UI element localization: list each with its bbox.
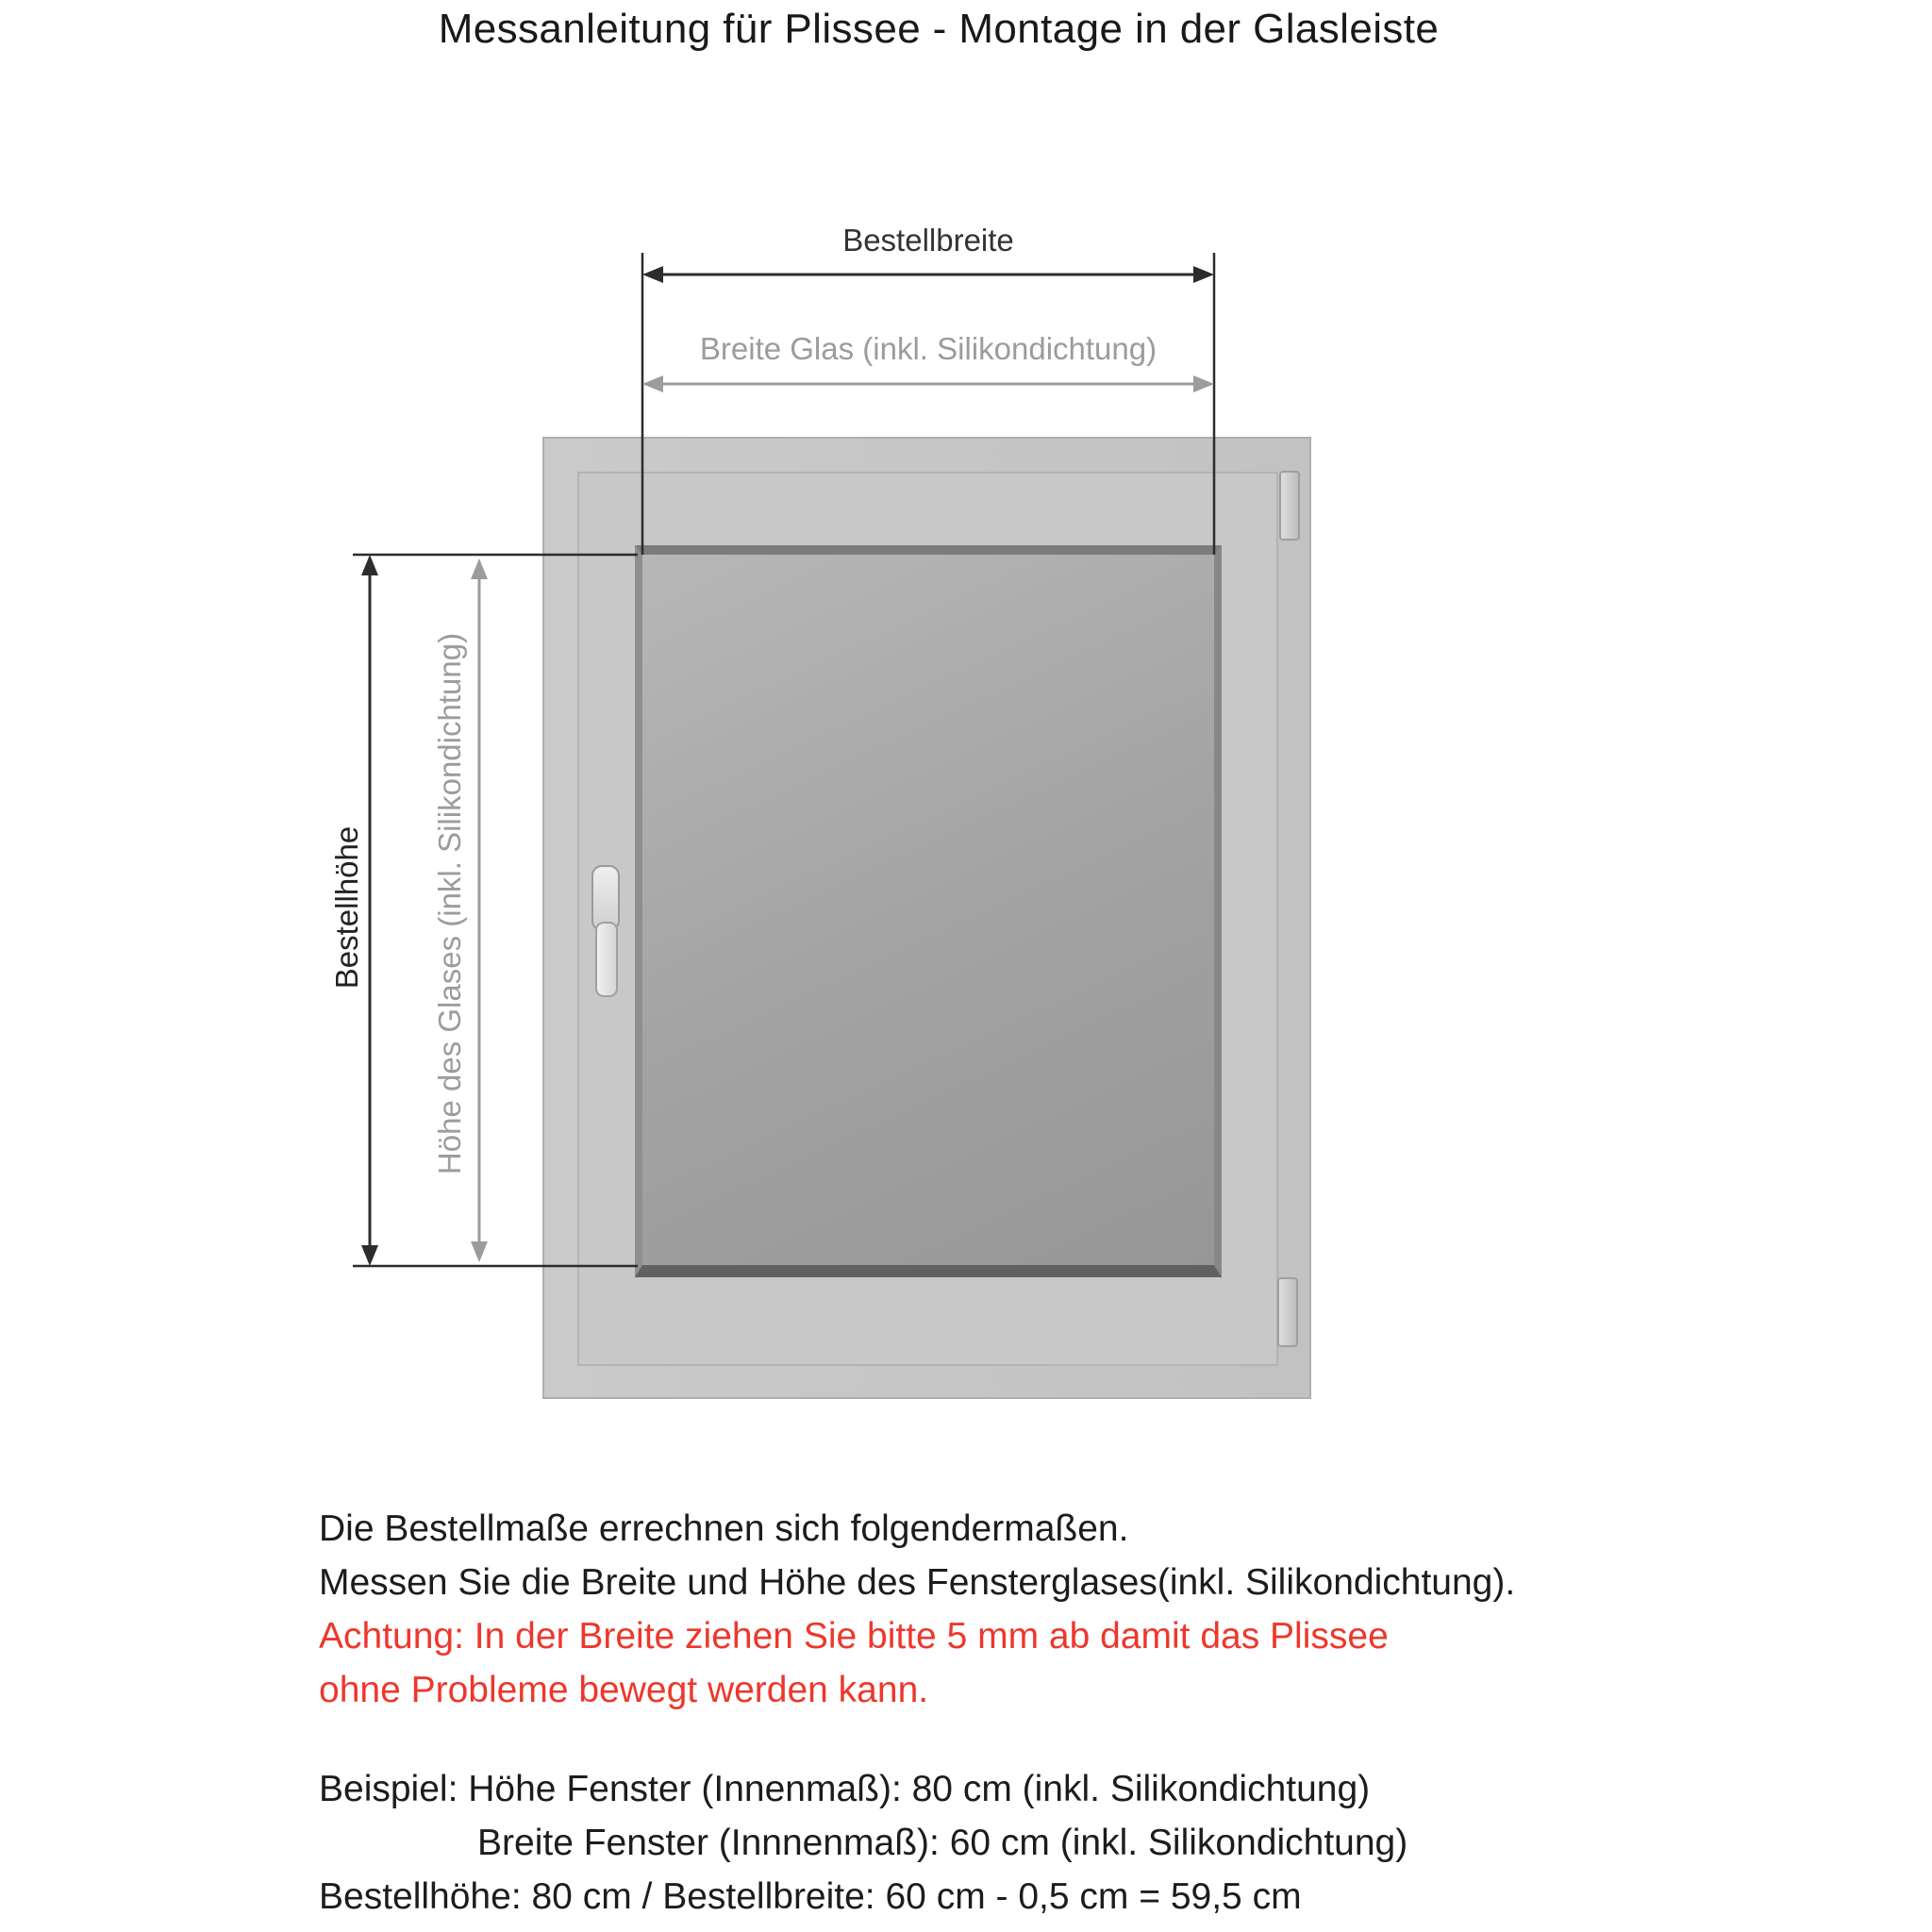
page-title: Messanleitung für Plissee - Montage in der Glasleiste — [438, 6, 1440, 52]
window-glass — [635, 545, 1222, 1277]
order-width-arrow — [642, 266, 1214, 283]
warning-line: Achtung: In der Breite ziehen Sie bitte 5 mm ab damit das Plissee — [319, 1616, 1389, 1657]
instructions-text — [319, 1502, 1847, 1924]
hinge-bottom-icon — [1277, 1277, 1298, 1347]
window-outer-frame — [542, 437, 1311, 1399]
window-handle-icon — [595, 922, 618, 997]
example-line: Beispiel: Höhe Fenster (Innenmaß): 80 cm (inkl. Silikondichtung) — [319, 1769, 1371, 1809]
hinge-top-icon — [1279, 471, 1300, 541]
spacer — [319, 1717, 1847, 1762]
order-height-label: Bestellhöhe — [329, 825, 364, 990]
glass-height-label: Höhe des Glases (inkl. Silikondichtung) — [432, 632, 467, 1175]
glass-width-arrow — [642, 375, 1214, 392]
glass-width-label: Breite Glas (inkl. Silikondichtung) — [699, 331, 1158, 366]
instruction-line: Die Bestellmaße errechnen sich folgendermaßen. — [319, 1508, 1129, 1549]
warning-line: ohne Probleme bewegt werden kann. — [319, 1670, 929, 1710]
instruction-line: Messen Sie die Breite und Höhe des Fensterglases(inkl. Silikondichtung). — [319, 1562, 1516, 1603]
example-line: Bestellhöhe: 80 cm / Bestellbreite: 60 cm - 0,5 cm = 59,5 cm — [319, 1876, 1302, 1917]
example-line: Breite Fenster (Innnenmaß): 60 cm (inkl. Silikondichtung) — [477, 1823, 1408, 1863]
glass-height-arrow — [471, 558, 488, 1262]
order-width-label: Bestellbreite — [842, 223, 1014, 258]
